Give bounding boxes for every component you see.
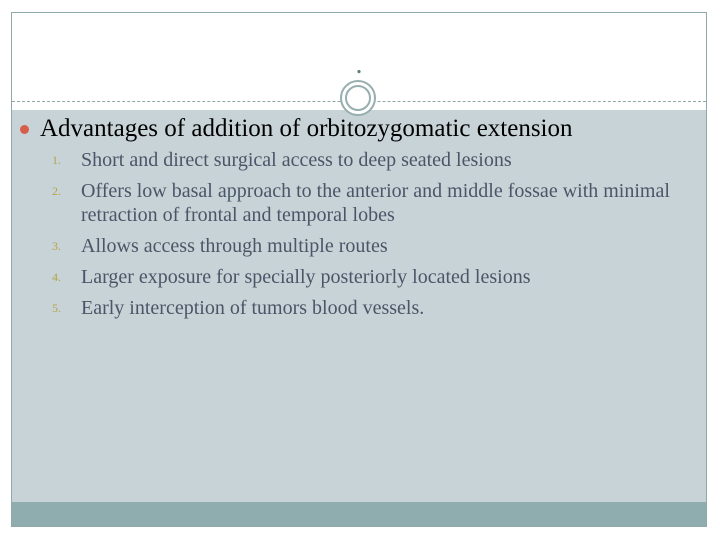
list-item-text: Allows access through multiple routes: [81, 235, 388, 257]
list-item: [16, 179, 686, 227]
footer-band: [12, 502, 706, 526]
main-bullet-point: [16, 114, 686, 144]
list-item-text: Offers low basal approach to the anterior and middle fossae with minimal retraction of frontal and temporal lobes: [81, 180, 670, 226]
list-item-number: 1.: [52, 153, 61, 167]
list-item-number: 4.: [52, 270, 61, 284]
bullet-dot-icon: [20, 125, 29, 134]
circle-ornament-icon: [340, 80, 376, 116]
list-item-number: 5.: [52, 301, 61, 315]
list-item-text: Short and direct surgical access to deep seated lesions: [81, 149, 512, 171]
slide-title: .: [355, 49, 363, 80]
list-item-text: Early interception of tumors blood vessels.: [81, 297, 425, 319]
slide-content: [16, 114, 686, 327]
list-item-number: 3.: [52, 239, 61, 253]
list-item-number: 2.: [52, 184, 61, 198]
list-item: [16, 234, 686, 258]
list-item: [16, 265, 686, 289]
list-item: [16, 148, 686, 172]
list-item-text: Larger exposure for specially posteriorly located lesions: [81, 266, 531, 288]
main-bullet-text: Advantages of addition of orbitozygomatic extension: [40, 115, 573, 142]
advantages-list: [16, 148, 686, 320]
list-item: [16, 296, 686, 320]
